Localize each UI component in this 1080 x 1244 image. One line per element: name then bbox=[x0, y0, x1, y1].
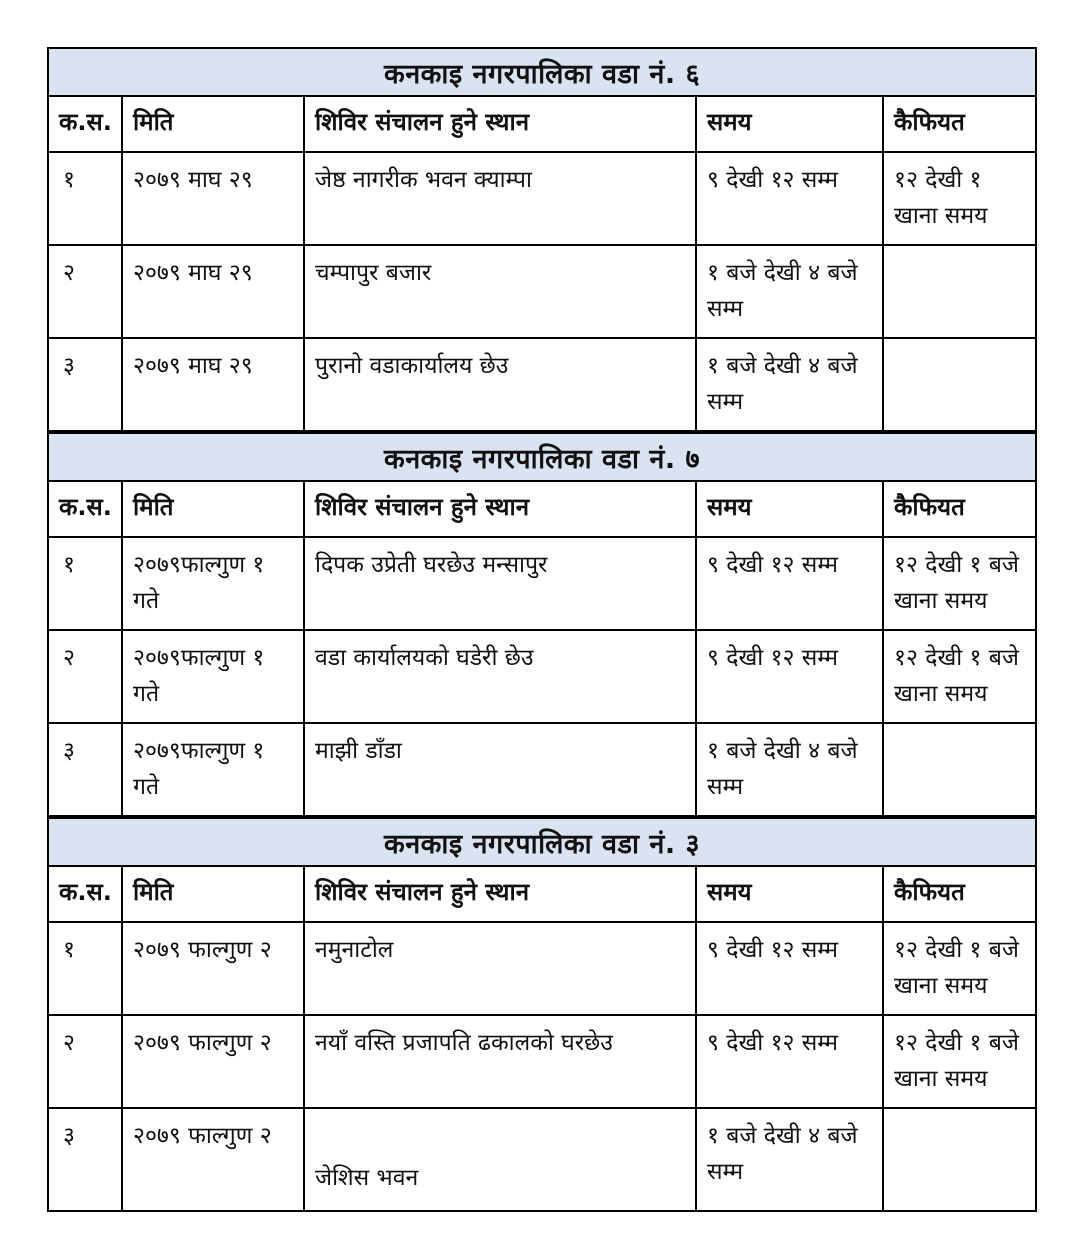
table-cell: नमुनाटोल bbox=[304, 922, 696, 1015]
table-row bbox=[48, 245, 1036, 338]
ward-table bbox=[47, 817, 1037, 1212]
table-body bbox=[48, 537, 1036, 816]
table-cell: १ बजे देखी ४ बजे सम्म bbox=[696, 338, 883, 431]
table-cell: २०७९फाल्गुण १ गते bbox=[122, 630, 304, 723]
column-header: शिविर संचालन हुने स्थान bbox=[304, 96, 696, 152]
table-title-row bbox=[48, 818, 1036, 866]
table-cell: ३ bbox=[48, 338, 122, 431]
table-cell: १२ देखी १ खाना समय bbox=[883, 152, 1036, 245]
table-cell: २०७९ माघ २९ bbox=[122, 338, 304, 431]
table-cell: १२ देखी १ बजे खाना समय bbox=[883, 922, 1036, 1015]
table-cell: नयाँ वस्ति प्रजापति ढकालको घरछेउ bbox=[304, 1015, 696, 1108]
column-header: मिति bbox=[122, 96, 304, 152]
ward-table bbox=[47, 47, 1037, 432]
table-title: कनकाइ नगरपालिका वडा नं. ६ bbox=[48, 48, 1036, 96]
column-header: कैफियत bbox=[883, 96, 1036, 152]
table-cell: २ bbox=[48, 1015, 122, 1108]
table-cell: २०७९ माघ २९ bbox=[122, 152, 304, 245]
column-header-row bbox=[48, 866, 1036, 922]
column-header: कैफियत bbox=[883, 481, 1036, 537]
column-header: मिति bbox=[122, 481, 304, 537]
table-title: कनकाइ नगरपालिका वडा नं. ७ bbox=[48, 433, 1036, 481]
column-header: समय bbox=[696, 866, 883, 922]
table-cell: ९ देखी १२ सम्म bbox=[696, 537, 883, 630]
table-row bbox=[48, 1108, 1036, 1211]
table-cell: २०७९ फाल्गुण २ bbox=[122, 1015, 304, 1108]
column-header: क.स. bbox=[48, 481, 122, 537]
ward-table bbox=[47, 432, 1037, 817]
table-cell: ९ देखी १२ सम्म bbox=[696, 922, 883, 1015]
table-cell: २०७९फाल्गुण १ गते bbox=[122, 723, 304, 816]
table-cell: १२ देखी १ बजे खाना समय bbox=[883, 630, 1036, 723]
table-row bbox=[48, 1015, 1036, 1108]
table-cell: पुरानो वडाकार्यालय छेउ bbox=[304, 338, 696, 431]
ward-schedule-tables bbox=[47, 47, 1035, 1212]
column-header: क.स. bbox=[48, 96, 122, 152]
table-cell: १२ देखी १ बजे खाना समय bbox=[883, 537, 1036, 630]
table-row bbox=[48, 630, 1036, 723]
table-row bbox=[48, 723, 1036, 816]
table-cell: १ बजे देखी ४ बजे सम्म bbox=[696, 723, 883, 816]
table-title-row bbox=[48, 433, 1036, 481]
table-row bbox=[48, 922, 1036, 1015]
table-title-row bbox=[48, 48, 1036, 96]
table-cell bbox=[883, 723, 1036, 816]
table-cell: १ बजे देखी ४ बजे सम्म bbox=[696, 1108, 883, 1211]
table-cell: २०७९फाल्गुण १ गते bbox=[122, 537, 304, 630]
table-row bbox=[48, 152, 1036, 245]
table-cell: २ bbox=[48, 245, 122, 338]
table-title: कनकाइ नगरपालिका वडा नं. ३ bbox=[48, 818, 1036, 866]
table-cell: माझी डाँडा bbox=[304, 723, 696, 816]
column-header: समय bbox=[696, 96, 883, 152]
table-cell: २ bbox=[48, 630, 122, 723]
column-header: शिविर संचालन हुने स्थान bbox=[304, 866, 696, 922]
table-body bbox=[48, 922, 1036, 1211]
table-cell: १ bbox=[48, 537, 122, 630]
table-cell: जेष्ठ नागरीक भवन क्याम्पा bbox=[304, 152, 696, 245]
table-cell: ३ bbox=[48, 1108, 122, 1211]
table-cell: दिपक उप्रेती घरछेउ मन्सापुर bbox=[304, 537, 696, 630]
table-cell: ९ देखी १२ सम्म bbox=[696, 152, 883, 245]
table-cell bbox=[883, 245, 1036, 338]
table-cell: २०७९ फाल्गुण २ bbox=[122, 1108, 304, 1211]
column-header-row bbox=[48, 481, 1036, 537]
column-header: शिविर संचालन हुने स्थान bbox=[304, 481, 696, 537]
table-cell: १ bbox=[48, 922, 122, 1015]
table-cell: २०७९ फाल्गुण २ bbox=[122, 922, 304, 1015]
table-cell: १ बजे देखी ४ बजे सम्म bbox=[696, 245, 883, 338]
column-header: समय bbox=[696, 481, 883, 537]
table-cell: ९ देखी १२ सम्म bbox=[696, 630, 883, 723]
table-cell: ३ bbox=[48, 723, 122, 816]
table-cell: वडा कार्यालयको घडेरी छेउ bbox=[304, 630, 696, 723]
column-header-row bbox=[48, 96, 1036, 152]
table-cell: चम्पापुर बजार bbox=[304, 245, 696, 338]
column-header: क.स. bbox=[48, 866, 122, 922]
table-cell: १ bbox=[48, 152, 122, 245]
column-header: कैफियत bbox=[883, 866, 1036, 922]
table-row bbox=[48, 537, 1036, 630]
table-cell: १२ देखी १ बजे खाना समय bbox=[883, 1015, 1036, 1108]
table-cell: ९ देखी १२ सम्म bbox=[696, 1015, 883, 1108]
table-cell: जेशिस भवन bbox=[304, 1108, 696, 1211]
table-cell bbox=[883, 338, 1036, 431]
table-cell bbox=[883, 1108, 1036, 1211]
table-row bbox=[48, 338, 1036, 431]
column-header: मिति bbox=[122, 866, 304, 922]
table-cell: २०७९ माघ २९ bbox=[122, 245, 304, 338]
table-body bbox=[48, 152, 1036, 431]
